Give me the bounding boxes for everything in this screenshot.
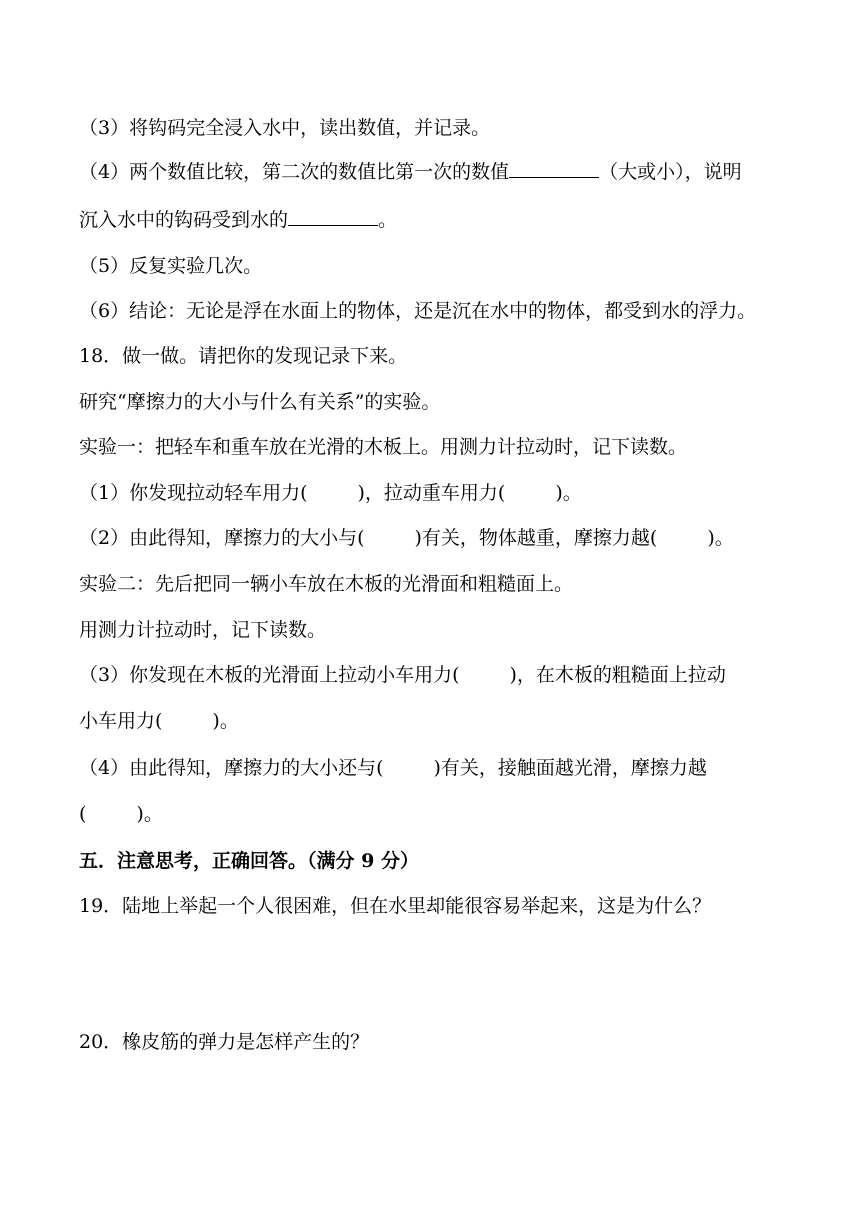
item-3-continued <box>79 708 239 734</box>
item-4-cont-end: )。 <box>136 803 163 825</box>
question-19 <box>79 893 711 919</box>
item-4-cont-open: ( <box>79 803 87 825</box>
experiment-title <box>79 389 440 415</box>
step-5 <box>79 253 262 279</box>
step-4 <box>79 159 742 185</box>
item-3-text: （3）你发现在木板的光滑面上拉动小车用力( <box>79 664 460 686</box>
section-5-heading <box>79 848 419 874</box>
experiment-1 <box>79 434 687 460</box>
item-3-cont-text: 小车用力( <box>79 710 163 732</box>
step-6-text: （6）结论：无论是浮在水面上的物体，还是沉在水中的物体，都受到水的浮力。 <box>79 300 757 322</box>
item-4-continued <box>79 801 163 827</box>
experiment-title-text: 研究“摩擦力的大小与什么有关系”的实验。 <box>79 391 441 413</box>
item-4-text: （4）由此得知，摩擦力的大小还与( <box>79 757 384 779</box>
step-4-continued <box>79 207 397 233</box>
item-4 <box>79 755 707 781</box>
experiment-2-continued <box>79 617 326 643</box>
step-3-text: （3）将钩码完全浸入水中，读出数值，并记录。 <box>79 117 491 139</box>
step-4-text: （4）两个数值比较，第二次的数值比第一次的数值 <box>79 161 510 183</box>
experiment-2-text: 实验二：先后把同一辆小车放在木板的光滑面和粗糙面上。 <box>79 573 574 595</box>
item-2 <box>79 525 734 551</box>
question-20-text: 20．橡皮筋的弹力是怎样产生的？ <box>79 1031 370 1053</box>
step-4-text-end: （大或小），说明 <box>599 161 742 183</box>
item-1-text: （1）你发现拉动轻车用力( <box>79 482 308 504</box>
question-19-text: 19．陆地上举起一个人很困难，但在水里却能很容易举起来，这是为什么？ <box>79 895 712 917</box>
section-5-heading-text: 五．注意思考，正确回答。（满分 9 分） <box>79 850 419 872</box>
item-2-text: （2）由此得知，摩擦力的大小与( <box>79 527 365 549</box>
item-1 <box>79 480 582 506</box>
item-1-text-mid: )，拉动重车用力( <box>357 482 506 504</box>
item-1-text-end: )。 <box>555 482 582 504</box>
question-18-text: 18．做一做。请把你的发现记录下来。 <box>79 345 408 367</box>
step-5-text: （5）反复实验几次。 <box>79 255 263 277</box>
item-3-text-end: )，在木板的粗糙面上拉动 <box>509 664 726 686</box>
experiment-2 <box>79 571 573 597</box>
period: 。 <box>378 209 398 231</box>
question-20 <box>79 1029 369 1055</box>
answer-blank-compare[interactable] <box>509 159 599 178</box>
step-3 <box>79 115 490 141</box>
item-2-text-end: )。 <box>707 527 734 549</box>
answer-blank-force[interactable] <box>288 207 378 226</box>
question-18 <box>79 343 407 369</box>
step-4-cont-text: 沉入水中的钩码受到水的 <box>79 209 289 231</box>
experiment-1-text: 实验一：把轻车和重车放在光滑的木板上。用测力计拉动时，记下读数。 <box>79 436 688 458</box>
item-4-text-end: )有关，接触面越光滑，摩擦力越 <box>433 757 707 779</box>
item-3 <box>79 662 726 688</box>
item-3-cont-end: )。 <box>212 710 239 732</box>
experiment-2-cont-text: 用测力计拉动时，记下读数。 <box>79 619 327 641</box>
step-6 <box>79 298 756 324</box>
item-2-text-mid: )有关，物体越重，摩擦力越( <box>414 527 658 549</box>
